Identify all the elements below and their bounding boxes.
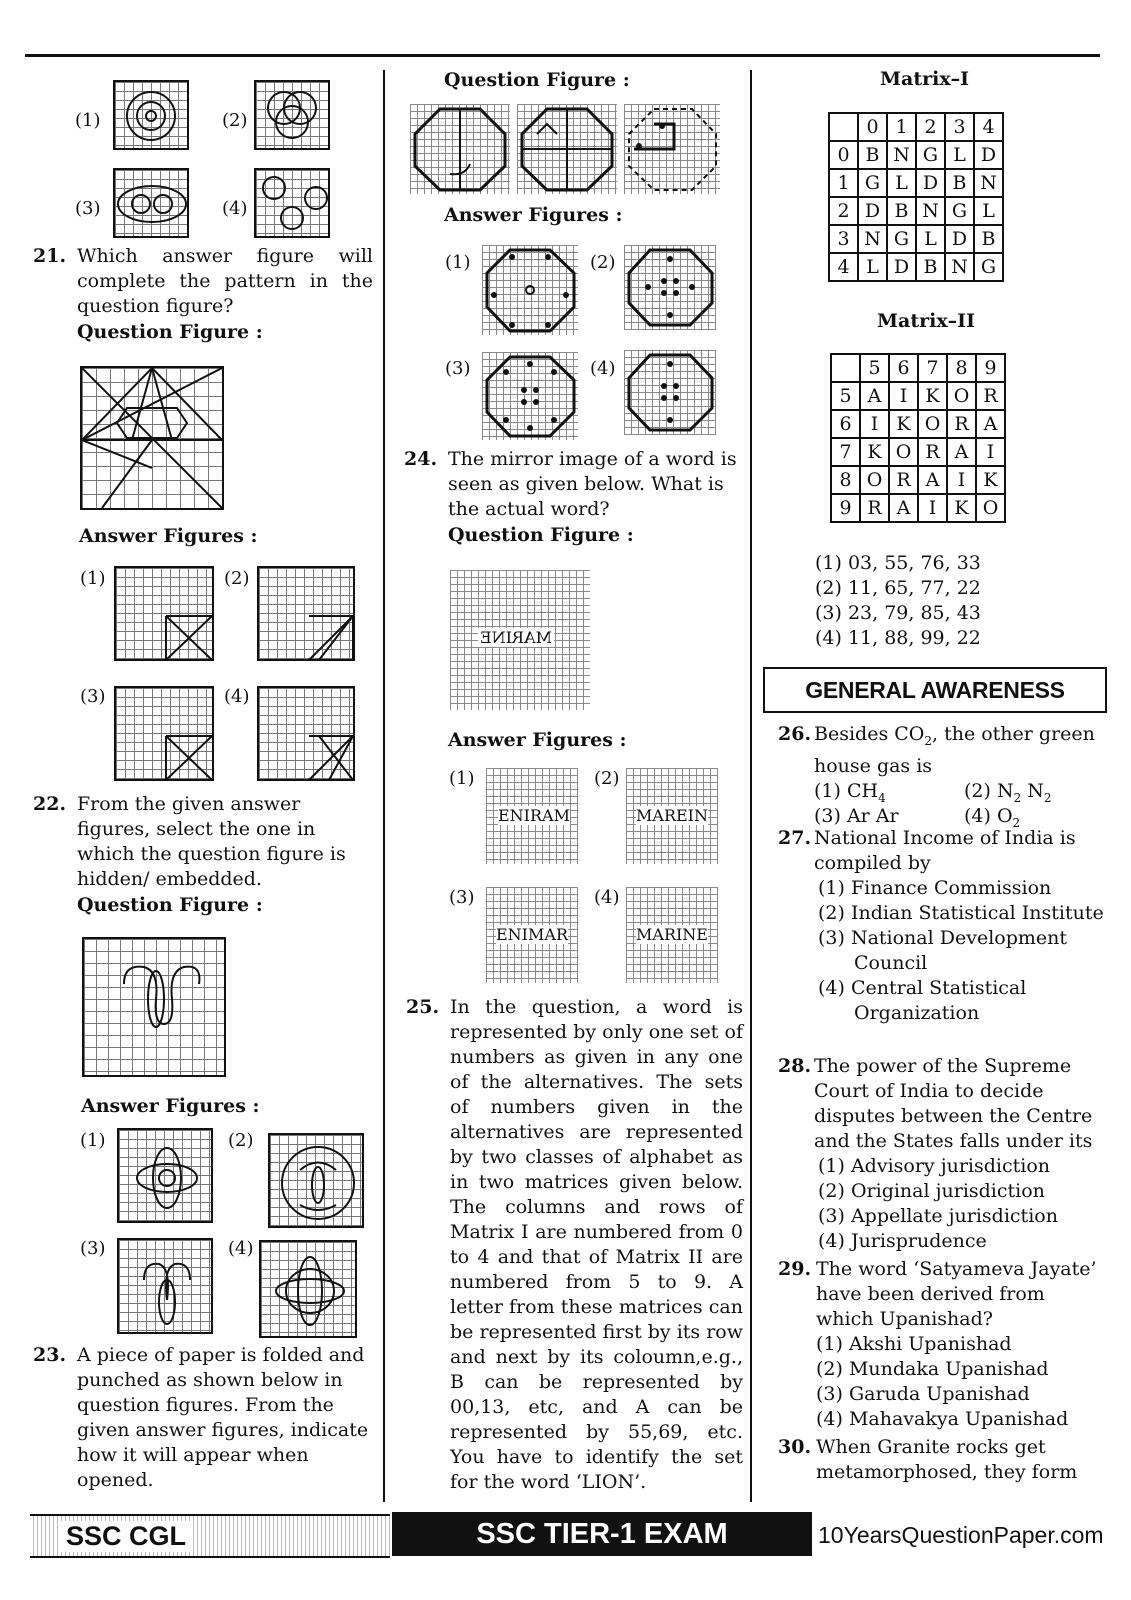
- matrix-cell: B: [858, 141, 887, 169]
- matrix-cell: K: [918, 382, 947, 410]
- fold-figure-3: [624, 104, 720, 194]
- matrix-cell: L: [974, 197, 1003, 225]
- option-label: (4): [222, 198, 248, 219]
- option-label: (3): [80, 686, 106, 707]
- matrix-row: [831, 466, 1005, 494]
- option-label: (2): [594, 768, 620, 789]
- matrix-col-header: 0: [858, 113, 887, 141]
- option: (3) 23, 79, 85, 43: [815, 602, 981, 624]
- question-number: 26.: [778, 723, 812, 745]
- option-text: (4) O: [964, 804, 1013, 827]
- question-text: A piece of paper is folded and punched as shown below in question figures. From the given answer figures, indicate how it will appear when opened.: [77, 1344, 369, 1491]
- option-label: (3): [75, 198, 101, 219]
- answer-figure-4: [259, 1240, 357, 1338]
- mirror-question-figure: [450, 570, 590, 710]
- matrix-header-row: [831, 354, 1005, 382]
- question-text: Besides CO: [814, 723, 925, 745]
- option: (2) Mundaka Upanishad: [816, 1358, 1049, 1380]
- option-label: (1): [80, 568, 106, 589]
- subscript: 2: [1043, 790, 1052, 805]
- answer-figure-overlapping-circles: [254, 80, 330, 150]
- answer-figure-2: [257, 566, 355, 661]
- question-26: [778, 722, 1108, 829]
- answer-figures-label: Answer Figures :: [448, 729, 627, 751]
- question-number: 28.: [778, 1055, 812, 1077]
- question-30: [778, 1435, 1108, 1485]
- option-text: (2) N: [964, 779, 1014, 802]
- matrix-cell: B: [916, 253, 945, 281]
- question-27: [778, 826, 1108, 1026]
- matrix-cell: O: [976, 494, 1005, 522]
- question-number: 30.: [778, 1436, 812, 1458]
- matrix-row: [829, 225, 1003, 253]
- matrix-cell: A: [918, 466, 947, 494]
- matrix-row-header: 7: [831, 438, 860, 466]
- matrix-col-header: 2: [916, 113, 945, 141]
- answer-figure-ellipse-circles: [113, 168, 189, 238]
- option: (4) Jurisprudence: [818, 1230, 987, 1252]
- option-label: (1): [449, 768, 475, 789]
- matrix-cell: B: [887, 197, 916, 225]
- column-divider-2: [750, 70, 752, 1502]
- mirror-answer-3: [486, 887, 578, 983]
- footer-exam-title: SSC TIER-1 EXAM: [392, 1512, 812, 1556]
- option-label: (4): [590, 358, 616, 379]
- answer-figure-4: [257, 686, 355, 781]
- question-number: 27.: [778, 827, 812, 849]
- matrix-row: [829, 253, 1003, 281]
- option-label: (1): [445, 252, 471, 273]
- matrix-cell: O: [947, 382, 976, 410]
- matrix-cell: K: [860, 438, 889, 466]
- answer-word: MARINE: [636, 925, 708, 944]
- answer-figure-1: [117, 1128, 213, 1223]
- option: (4) Mahavakya Upanishad: [816, 1408, 1069, 1430]
- matrix-cell: K: [976, 466, 1005, 494]
- matrix-cell: O: [889, 438, 918, 466]
- matrix-cell: N: [887, 141, 916, 169]
- punch-answer-3: [482, 352, 578, 440]
- matrix-cell: N: [916, 197, 945, 225]
- question-figure-label: Question Figure :: [77, 321, 263, 343]
- option: (3) Ar Ar: [814, 804, 899, 827]
- matrix-cell: R: [918, 438, 947, 466]
- matrix-cell: G: [887, 225, 916, 253]
- matrix-col-header: 8: [947, 354, 976, 382]
- question-text: Which answer figure will complete the pattern in the question figure?: [77, 245, 373, 317]
- option-label: (2): [224, 568, 250, 589]
- matrix-cell: G: [974, 253, 1003, 281]
- subscript: 4: [878, 790, 886, 805]
- matrix-cell: G: [945, 197, 974, 225]
- matrix-row-header: 8: [831, 466, 860, 494]
- mirror-answer-4: [626, 887, 718, 983]
- answer-figures-label: Answer Figures :: [79, 525, 258, 547]
- fold-figure-1: [410, 104, 510, 194]
- question-28: [778, 1054, 1108, 1254]
- option-label: (4): [228, 1238, 254, 1259]
- answer-figure-3: [117, 1238, 213, 1334]
- matrix-col-header: 5: [860, 354, 889, 382]
- matrix-col-header: 9: [976, 354, 1005, 382]
- matrix-cell: K: [889, 410, 918, 438]
- subscript: 2: [1013, 790, 1022, 805]
- matrix-cell: L: [887, 169, 916, 197]
- option-label: (4): [594, 887, 620, 908]
- option-text: (1) CH: [814, 779, 879, 802]
- matrix-cell: B: [945, 169, 974, 197]
- question-text: When Granite rocks get metamorphosed, they form: [816, 1436, 1078, 1483]
- matrix-cell: I: [860, 410, 889, 438]
- matrix-row-header: 3: [829, 225, 858, 253]
- matrix-corner: [829, 113, 858, 141]
- matrix-row-header: 1: [829, 169, 858, 197]
- answer-figure-scattered-circles: [254, 168, 330, 238]
- column-divider-1: [383, 70, 385, 1502]
- question-25: [406, 995, 743, 1495]
- matrix-cell: O: [918, 410, 947, 438]
- matrix-cell: I: [947, 466, 976, 494]
- question-number: 22.: [33, 793, 67, 815]
- matrix-1-title: Matrix–I: [880, 68, 970, 90]
- answer-figures-label: Answer Figures :: [444, 204, 623, 226]
- matrix-cell: R: [860, 494, 889, 522]
- option-label: (1): [80, 1130, 106, 1151]
- matrix-cell: A: [947, 438, 976, 466]
- punch-answer-1: [482, 245, 578, 335]
- option-label: (4): [224, 686, 250, 707]
- question-21: [33, 244, 373, 345]
- option: (1) Advisory jurisdiction: [818, 1155, 1050, 1177]
- matrix-row-header: 2: [829, 197, 858, 225]
- answer-word: ENIMAR: [496, 925, 568, 944]
- matrix-cell: D: [887, 253, 916, 281]
- question-number: 21.: [33, 245, 67, 267]
- option: (1) 03, 55, 76, 33: [815, 552, 981, 574]
- option: (1) Akshi Upanishad: [816, 1333, 1012, 1355]
- option-label: (2): [228, 1130, 254, 1151]
- matrix-col-header: 7: [918, 354, 947, 382]
- subscript: 2: [1012, 815, 1021, 830]
- matrix-2-title: Matrix–II: [877, 310, 975, 332]
- matrix-cell: L: [858, 253, 887, 281]
- matrix-col-header: 4: [974, 113, 1003, 141]
- answer-figure-2: [268, 1133, 364, 1228]
- option: (2) 11, 65, 77, 22: [815, 577, 981, 599]
- question-figure-label: Question Figure :: [448, 524, 634, 546]
- matrix-row: [831, 382, 1005, 410]
- question-number: 23.: [33, 1344, 67, 1366]
- matrix-cell: L: [945, 141, 974, 169]
- matrix-row-header: 5: [831, 382, 860, 410]
- option-label: (1): [75, 110, 101, 131]
- punch-answer-4: [624, 350, 716, 435]
- mirror-answer-2: [626, 768, 718, 864]
- matrix-1: [828, 112, 1004, 282]
- mirror-word: MARINE: [480, 628, 552, 647]
- matrix-row: [829, 169, 1003, 197]
- matrix-cell: N: [858, 225, 887, 253]
- question-figure-curved-shape: [82, 937, 226, 1077]
- footer-website: 10YearsQuestionPaper.com: [818, 1522, 1104, 1548]
- answer-figure-1: [114, 566, 214, 661]
- answer-word: MAREIN: [636, 806, 708, 825]
- matrix-2: [830, 353, 1006, 523]
- question-text: National Income of India is compiled by: [814, 827, 1076, 874]
- matrix-cell: A: [976, 410, 1005, 438]
- matrix-cell: L: [916, 225, 945, 253]
- matrix-row: [829, 141, 1003, 169]
- matrix-cell: G: [916, 141, 945, 169]
- mirror-answer-1: [486, 768, 578, 864]
- question-29: [778, 1257, 1108, 1432]
- matrix-cell: O: [860, 466, 889, 494]
- matrix-cell: A: [860, 382, 889, 410]
- matrix-col-header: 1: [887, 113, 916, 141]
- option-label: (3): [445, 358, 471, 379]
- matrix-cell: I: [889, 382, 918, 410]
- matrix-cell: R: [889, 466, 918, 494]
- matrix-cell: D: [858, 197, 887, 225]
- matrix-cell: K: [947, 494, 976, 522]
- question-figure-label: Question Figure :: [444, 69, 630, 91]
- footer-left-text: SSC CGL: [60, 1521, 192, 1552]
- subscript: 2: [924, 733, 932, 748]
- matrix-row: [829, 197, 1003, 225]
- option: (4) 11, 88, 99, 22: [815, 627, 981, 649]
- fold-figure-2: [517, 104, 617, 194]
- matrix-cell: D: [945, 225, 974, 253]
- option: (3) National Development Council: [818, 927, 1068, 974]
- question-figure-star-pattern: [80, 366, 224, 510]
- option: (4) Central Statistical Organization: [818, 977, 1027, 1024]
- matrix-cell: D: [916, 169, 945, 197]
- punch-answer-2: [624, 245, 716, 330]
- q25-options: [815, 551, 981, 651]
- matrix-row-header: 0: [829, 141, 858, 169]
- matrix-row: [831, 494, 1005, 522]
- matrix-cell: N: [945, 253, 974, 281]
- matrix-corner: [831, 354, 860, 382]
- option-label: (3): [449, 887, 475, 908]
- matrix-cell: I: [976, 438, 1005, 466]
- matrix-row-header: 6: [831, 410, 860, 438]
- matrix-cell: R: [947, 410, 976, 438]
- question-text: From the given answer figures, select the one in which the question figure is hidden/ embedded.: [77, 793, 346, 890]
- matrix-cell: R: [976, 382, 1005, 410]
- question-22: [33, 792, 373, 918]
- matrix-row-header: 9: [831, 494, 860, 522]
- answer-figure-3: [114, 686, 214, 781]
- footer-left-band: [30, 1514, 390, 1558]
- option: (1) Finance Commission: [818, 877, 1052, 899]
- option: (3) Appellate jurisdiction: [818, 1205, 1058, 1227]
- option-label: (2): [590, 252, 616, 273]
- question-24: [404, 447, 742, 548]
- matrix-col-header: 3: [945, 113, 974, 141]
- matrix-cell: I: [918, 494, 947, 522]
- option: (2) Original jurisdiction: [818, 1180, 1045, 1202]
- question-text: , the other green house gas is: [814, 723, 1095, 777]
- matrix-cell: B: [974, 225, 1003, 253]
- matrix-cell: N: [974, 169, 1003, 197]
- matrix-row: [831, 410, 1005, 438]
- matrix-cell: D: [974, 141, 1003, 169]
- option: (3) Garuda Upanishad: [816, 1383, 1030, 1405]
- option-label: (3): [80, 1238, 106, 1259]
- matrix-header-row: [829, 113, 1003, 141]
- question-text: The power of the Supreme Court of India to decide disputes between the Centre and the States falls under its: [814, 1055, 1093, 1152]
- answer-figure-concentric-circles: [113, 80, 189, 150]
- page-footer: [0, 1508, 1131, 1558]
- matrix-cell: G: [858, 169, 887, 197]
- option: (2) Indian Statistical Institute: [818, 902, 1104, 924]
- matrix-col-header: 6: [889, 354, 918, 382]
- option-label: (2): [222, 110, 248, 131]
- section-title: GENERAL AWARENESS: [763, 667, 1107, 713]
- question-number: 24.: [404, 448, 438, 470]
- matrix-row-header: 4: [829, 253, 858, 281]
- matrix-row: [831, 438, 1005, 466]
- question-23: [33, 1343, 378, 1493]
- answer-word: ENIRAM: [498, 806, 570, 825]
- question-number: 29.: [778, 1258, 812, 1280]
- matrix-cell: A: [889, 494, 918, 522]
- question-text: The word ‘Satyameva Jayate’ have been derived from which Upanishad?: [816, 1258, 1097, 1330]
- top-rule: [25, 54, 1100, 57]
- question-figure-label: Question Figure :: [77, 894, 263, 916]
- question-text: In the question, a word is represented by only one set of numbers as given in any one of the alternatives. The sets of numbers given in the alternatives are represented by two classes of alphabet as in two matrices given below. The columns and rows of Matrix I are numbered from 0 to 4 and that of Matrix II are numbered from 5 to 9. A letter from these matrices can be represented first by its row and next by its coloumn,e.g., B can be represented by 00,13, etc, and A can be represented by 55,69, etc. You have to identify the set for the word ‘LION’.: [450, 996, 743, 1493]
- option-text: N: [1021, 779, 1044, 802]
- question-number: 25.: [406, 996, 440, 1018]
- answer-figures-label: Answer Figures :: [81, 1095, 260, 1117]
- question-text: The mirror image of a word is seen as given below. What is the actual word?: [448, 448, 737, 520]
